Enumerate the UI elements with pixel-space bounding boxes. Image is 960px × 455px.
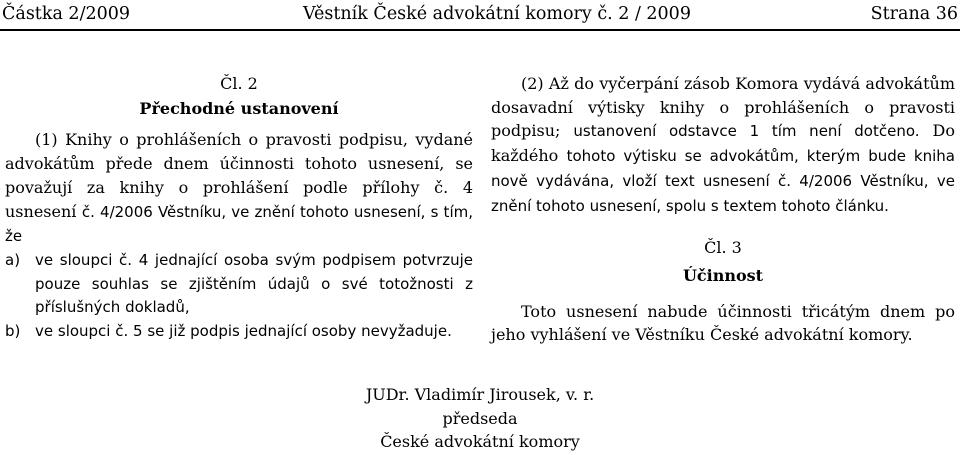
paragraph-2-text: (2) Až do vyčerpání zásob Komora vydává advokátům dosavadní výtisky knihy o prohlášeních o pravosti podpisu; bbox=[491, 74, 955, 141]
signature-block bbox=[300, 383, 660, 454]
header-journal-title: Věstník České advokátní komory č. 2 / 2009 bbox=[303, 4, 691, 24]
article-3-paragraph: Toto usnesení nabude účinnosti třicátým dnem po jeho vyhlášení ve Věstníku České advokátní komory. bbox=[491, 301, 955, 345]
paragraph-1-reference: č. 4/2006 Věstníku, ve znění tohoto usnesení, s tím, že bbox=[5, 202, 473, 246]
header-rule bbox=[0, 29, 960, 31]
list-item-label: b) bbox=[5, 322, 21, 341]
left-column bbox=[5, 72, 473, 344]
list-item-b bbox=[5, 320, 473, 344]
signatory-name: JUDr. Vladimír Jirousek, v. r. bbox=[365, 385, 595, 404]
list-item-text: ve sloupci č. 4 jednající osoba svým podpisem potvrzuje pouze souhlas se zjištěním údajů o své totožnosti z příslušných dokladů, bbox=[35, 250, 473, 317]
header-issue: Částka 2/2009 bbox=[2, 4, 131, 24]
paragraph-2 bbox=[491, 72, 955, 218]
article-2-number: Čl. 2 bbox=[220, 74, 258, 93]
paragraph-2-sans-1: ustanovení odstavce 1 tím není dotčeno. bbox=[573, 122, 920, 141]
right-column bbox=[491, 72, 955, 347]
article-2-title: Přechodné ustanovení bbox=[139, 98, 339, 118]
article-3-title: Účinnost bbox=[682, 265, 764, 285]
paragraph-1-text: (1) Knihy o prohlášeních o pravosti podpisu, vydané advokátům přede dnem účinnosti tohoto usnesení, se považují za knihy o prohlášení podle přílohy č. 4 usnesení bbox=[5, 130, 473, 221]
paragraph-1 bbox=[5, 128, 473, 249]
list-item-label: a) bbox=[5, 250, 21, 269]
paragraph-2-text-2: Do každého bbox=[491, 121, 956, 166]
list-item-a bbox=[5, 249, 473, 320]
article-3-number: Čl. 3 bbox=[704, 238, 742, 258]
header-page-number: Strana 36 bbox=[870, 4, 958, 24]
list-item-text: ve sloupci č. 5 se již podpis jednající osoby nevyžaduje. bbox=[35, 322, 452, 341]
signatory-organization: České advokátní komory bbox=[380, 432, 580, 452]
signatory-role: předseda bbox=[442, 408, 518, 428]
paragraph-2-sans-2: tohoto výtisku se advokátům, kterým bude kniha nově vydávána, vloží text usnesení č. 4/2006 Věstníku, ve znění tohoto usnesení, spolu s textem tohoto článku. bbox=[491, 147, 955, 215]
